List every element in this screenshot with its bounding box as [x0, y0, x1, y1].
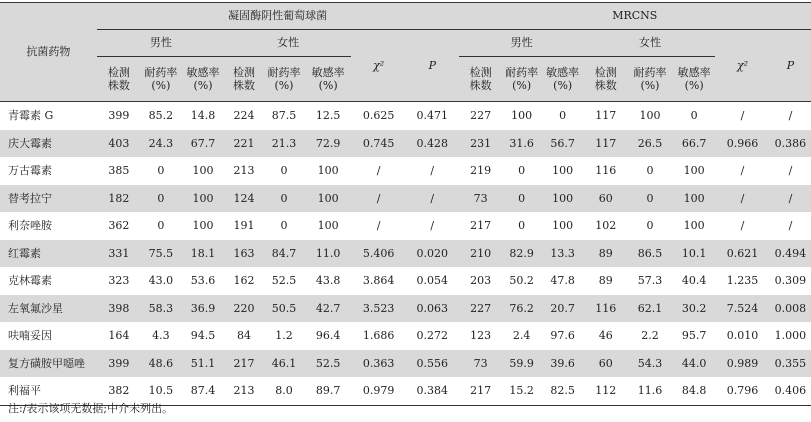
table-cell: 231: [459, 130, 503, 158]
table-cell: 10.1: [673, 240, 715, 268]
table-cell: 182: [97, 185, 141, 213]
table-cell: /: [376, 164, 381, 178]
table-cell: 100: [552, 164, 574, 178]
table-cell: 0.010: [726, 329, 759, 343]
header-male: 男性: [459, 30, 585, 57]
table-cell: 89: [598, 274, 613, 288]
table-cell: /: [430, 219, 435, 233]
table-cell: 36.9: [181, 295, 225, 323]
table-cell: 100: [683, 164, 705, 178]
table-cell: 72.9: [305, 130, 351, 158]
table-cell: 14.8: [190, 109, 216, 123]
table-row: [0, 322, 811, 350]
table-cell: 26.5: [627, 130, 673, 158]
table-row: [0, 130, 811, 158]
header-resist: 耐药率 (%): [141, 57, 181, 102]
table-cell: 100: [683, 219, 705, 233]
table-cell: 82.9: [503, 240, 541, 268]
table-cell: /: [430, 164, 435, 178]
table-cell: 100: [511, 109, 533, 123]
table-cell: 0.386: [770, 130, 811, 158]
table-cell: 117: [585, 130, 627, 158]
table-cell: 0: [280, 219, 288, 233]
table-cell: 84: [237, 329, 251, 343]
table-cell: 220: [225, 295, 263, 323]
table-cell: 89: [585, 240, 627, 268]
table-cell: 0.355: [770, 350, 811, 378]
table-cell: 39.6: [541, 350, 585, 378]
table-cell: 217: [459, 377, 503, 405]
header-resist: 耐药率 (%): [503, 57, 541, 102]
table-cell: 0: [141, 185, 181, 213]
header-p: P: [406, 30, 459, 102]
table-cell: 0.989: [715, 350, 770, 378]
table-cell: 217: [470, 219, 492, 233]
table-cell: 213: [233, 164, 255, 178]
table-row: [0, 350, 811, 378]
table-cell: 164: [108, 329, 130, 343]
table-cell: /: [770, 185, 811, 213]
table-cell: 1.686: [362, 329, 395, 343]
table-cell: 0.020: [406, 240, 459, 268]
table-row: [0, 212, 811, 240]
table-cell: 76.2: [503, 295, 541, 323]
table-cell: 0.309: [774, 274, 807, 288]
table-row: [0, 185, 811, 213]
header-female: 女性: [585, 30, 715, 57]
table-cell: 46: [598, 329, 613, 343]
table-cell: 50.5: [263, 295, 305, 323]
table-cell: 0: [690, 109, 698, 123]
table-cell: 100: [305, 185, 351, 213]
table-cell: 100: [639, 109, 661, 123]
table-cell: 95.7: [681, 329, 707, 343]
table-cell: 59.9: [503, 350, 541, 378]
table-cell: 58.3: [141, 295, 181, 323]
table-cell: 213: [225, 377, 263, 405]
table-cell: 3.864: [362, 274, 395, 288]
header-sensitive: 敏感率 (%): [673, 57, 715, 102]
table-cell: 0.745: [351, 130, 406, 158]
drug-name: 红霉素: [0, 240, 97, 268]
table-cell: 97.6: [550, 329, 575, 343]
table-cell: 53.6: [190, 274, 216, 288]
table-cell: 0.008: [770, 295, 811, 323]
table-cell: /: [788, 219, 793, 233]
table-cell: 100: [317, 164, 339, 178]
table-cell: 203: [470, 274, 492, 288]
table-cell: /: [406, 185, 459, 213]
table-cell: /: [788, 164, 793, 178]
table-cell: 0: [518, 164, 526, 178]
table-cell: 331: [97, 240, 141, 268]
header-sensitive: 敏感率 (%): [541, 57, 585, 102]
header-chi2: χ²: [351, 30, 406, 102]
table-cell: 51.1: [181, 350, 225, 378]
table-cell: /: [740, 164, 745, 178]
table-cell: 73: [459, 185, 503, 213]
table-cell: 43.0: [148, 274, 174, 288]
table-cell: 96.4: [315, 329, 341, 343]
table-cell: 52.5: [271, 274, 297, 288]
table-cell: 191: [233, 219, 255, 233]
table-cell: 217: [225, 350, 263, 378]
table-cell: 0.625: [362, 109, 395, 123]
table-cell: 85.2: [148, 109, 174, 123]
table-cell: 82.5: [541, 377, 585, 405]
table-cell: 46.1: [263, 350, 305, 378]
table-cell: 112: [585, 377, 627, 405]
table-cell: 124: [225, 185, 263, 213]
header-resist: 耐药率 (%): [263, 57, 305, 102]
table-row: [0, 240, 811, 268]
table-cell: 66.7: [673, 130, 715, 158]
table-cell: 0.471: [416, 109, 449, 123]
table-cell: 1.2: [275, 329, 293, 343]
table-cell: 54.3: [627, 350, 673, 378]
table-cell: 0.272: [416, 329, 449, 343]
drug-name: 青霉素 G: [8, 109, 54, 123]
table-cell: /: [351, 185, 406, 213]
table-cell: 100: [317, 219, 339, 233]
table-cell: 399: [97, 350, 141, 378]
table-cell: 0.054: [416, 274, 449, 288]
table-cell: 0.384: [406, 377, 459, 405]
table-cell: 399: [108, 109, 130, 123]
table-cell: 11.0: [305, 240, 351, 268]
table-row: [0, 157, 811, 185]
table-cell: 102: [595, 219, 617, 233]
table-cell: 0.494: [770, 240, 811, 268]
table-cell: 398: [97, 295, 141, 323]
table-cell: 123: [470, 329, 492, 343]
header-group-cns: 凝固酶阴性葡萄球菌: [97, 3, 459, 30]
table-cell: 60: [585, 185, 627, 213]
header-group-mrcns: MRCNS: [459, 3, 811, 30]
table-cell: 87.4: [181, 377, 225, 405]
antibiotic-table: [0, 2, 811, 406]
table-cell: 0: [518, 219, 526, 233]
table-cell: 42.7: [305, 295, 351, 323]
table-cell: 94.5: [190, 329, 216, 343]
table-cell: 385: [108, 164, 130, 178]
table-cell: 60: [585, 350, 627, 378]
table-cell: 2.4: [512, 329, 531, 343]
table-cell: 0.556: [406, 350, 459, 378]
drug-name: 替考拉宁: [0, 185, 97, 213]
table-cell: 0.621: [715, 240, 770, 268]
table-cell: 24.3: [141, 130, 181, 158]
header-p: P: [770, 30, 811, 102]
table-cell: 52.5: [305, 350, 351, 378]
table-cell: 0: [646, 219, 654, 233]
table-cell: 219: [470, 164, 492, 178]
table-cell: 5.406: [351, 240, 406, 268]
header-count: 检测 株数: [459, 57, 503, 102]
table-cell: 56.7: [541, 130, 585, 158]
table-cell: 116: [595, 164, 617, 178]
table-cell: /: [740, 109, 745, 123]
table-cell: 18.1: [181, 240, 225, 268]
table-cell: 86.5: [627, 240, 673, 268]
table-cell: 227: [470, 109, 492, 123]
table-row: [0, 102, 811, 130]
table-cell: 57.3: [637, 274, 663, 288]
table-cell: 43.8: [315, 274, 341, 288]
table-cell: 0.406: [770, 377, 811, 405]
table-cell: 48.6: [141, 350, 181, 378]
header-sensitive: 敏感率 (%): [305, 57, 351, 102]
drug-name: 克林霉素: [8, 274, 52, 288]
table-cell: 12.5: [315, 109, 341, 123]
table-cell: 30.2: [673, 295, 715, 323]
table-cell: 100: [192, 219, 214, 233]
table-cell: 73: [459, 350, 503, 378]
table-cell: 84.8: [673, 377, 715, 405]
table-cell: 62.1: [627, 295, 673, 323]
table-cell: 0: [157, 219, 165, 233]
table-cell: 2.2: [641, 329, 659, 343]
table-cell: 0.979: [351, 377, 406, 405]
table-cell: 0: [646, 164, 654, 178]
table-cell: 323: [108, 274, 130, 288]
table-cell: 0: [559, 109, 567, 123]
table-cell: 0: [280, 164, 288, 178]
table-note: 注:/表示该项无数据;中介未列出。: [8, 402, 174, 415]
table-cell: 10.5: [141, 377, 181, 405]
table-cell: 0.428: [406, 130, 459, 158]
table-cell: 117: [595, 109, 617, 123]
table-cell: 8.0: [263, 377, 305, 405]
table-cell: /: [740, 219, 745, 233]
table-cell: 362: [108, 219, 130, 233]
table-cell: 50.2: [509, 274, 534, 288]
table-cell: 89.7: [305, 377, 351, 405]
table-cell: 116: [585, 295, 627, 323]
table-cell: 100: [181, 185, 225, 213]
table-cell: 4.3: [152, 329, 170, 343]
header-resist: 耐药率 (%): [627, 57, 673, 102]
table-cell: 0: [503, 185, 541, 213]
table-cell: 100: [673, 185, 715, 213]
table-cell: 40.4: [681, 274, 707, 288]
drug-name: 利奈唑胺: [8, 219, 52, 233]
table-cell: 3.523: [351, 295, 406, 323]
drug-name: 庆大霉素: [0, 130, 97, 158]
table-cell: 44.0: [673, 350, 715, 378]
table-cell: 224: [233, 109, 255, 123]
table-cell: 0.363: [351, 350, 406, 378]
drug-name: 利福平: [0, 377, 97, 405]
header-male: 男性: [97, 30, 225, 57]
table-cell: 13.3: [541, 240, 585, 268]
drug-name: 左氧氟沙星: [0, 295, 97, 323]
table-cell: 0.796: [715, 377, 770, 405]
table-cell: 227: [459, 295, 503, 323]
table-cell: 0.063: [406, 295, 459, 323]
table-cell: /: [715, 185, 770, 213]
table-cell: 162: [233, 274, 255, 288]
header-drug: 抗菌药物: [0, 3, 97, 102]
table-cell: 100: [192, 164, 214, 178]
table-cell: /: [376, 219, 381, 233]
table-cell: 403: [97, 130, 141, 158]
table-cell: 15.2: [503, 377, 541, 405]
table-cell: 382: [97, 377, 141, 405]
table-cell: /: [788, 109, 793, 123]
table-cell: 0.966: [715, 130, 770, 158]
drug-name: 呋喃妥因: [8, 329, 52, 343]
table-cell: 210: [459, 240, 503, 268]
table-cell: 7.524: [715, 295, 770, 323]
table-cell: 100: [552, 219, 574, 233]
table-cell: 31.6: [503, 130, 541, 158]
header-count: 检测 株数: [225, 57, 263, 102]
table-cell: 0: [263, 185, 305, 213]
table-cell: 20.7: [541, 295, 585, 323]
table-cell: 0: [627, 185, 673, 213]
table-cell: 11.6: [627, 377, 673, 405]
drug-name: 万古霉素: [8, 164, 52, 178]
table-cell: 75.5: [141, 240, 181, 268]
header-female: 女性: [225, 30, 351, 57]
header-chi2: χ²: [715, 30, 770, 102]
table-row: [0, 295, 811, 323]
table-cell: 221: [225, 130, 263, 158]
header-count: 检测 株数: [97, 57, 141, 102]
table-cell: 1.000: [774, 329, 807, 343]
table-cell: 87.5: [271, 109, 297, 123]
table-row: [0, 267, 811, 295]
table-cell: 163: [225, 240, 263, 268]
table-cell: 47.8: [550, 274, 575, 288]
table-cell: 100: [541, 185, 585, 213]
table-cell: 84.7: [263, 240, 305, 268]
table-cell: 1.235: [726, 274, 759, 288]
table-cell: 67.7: [181, 130, 225, 158]
drug-name: 复方磺胺甲噁唑: [0, 350, 97, 378]
header-count: 检测 株数: [585, 57, 627, 102]
table-cell: 0: [157, 164, 165, 178]
table-cell: 21.3: [263, 130, 305, 158]
header-sensitive: 敏感率 (%): [181, 57, 225, 102]
